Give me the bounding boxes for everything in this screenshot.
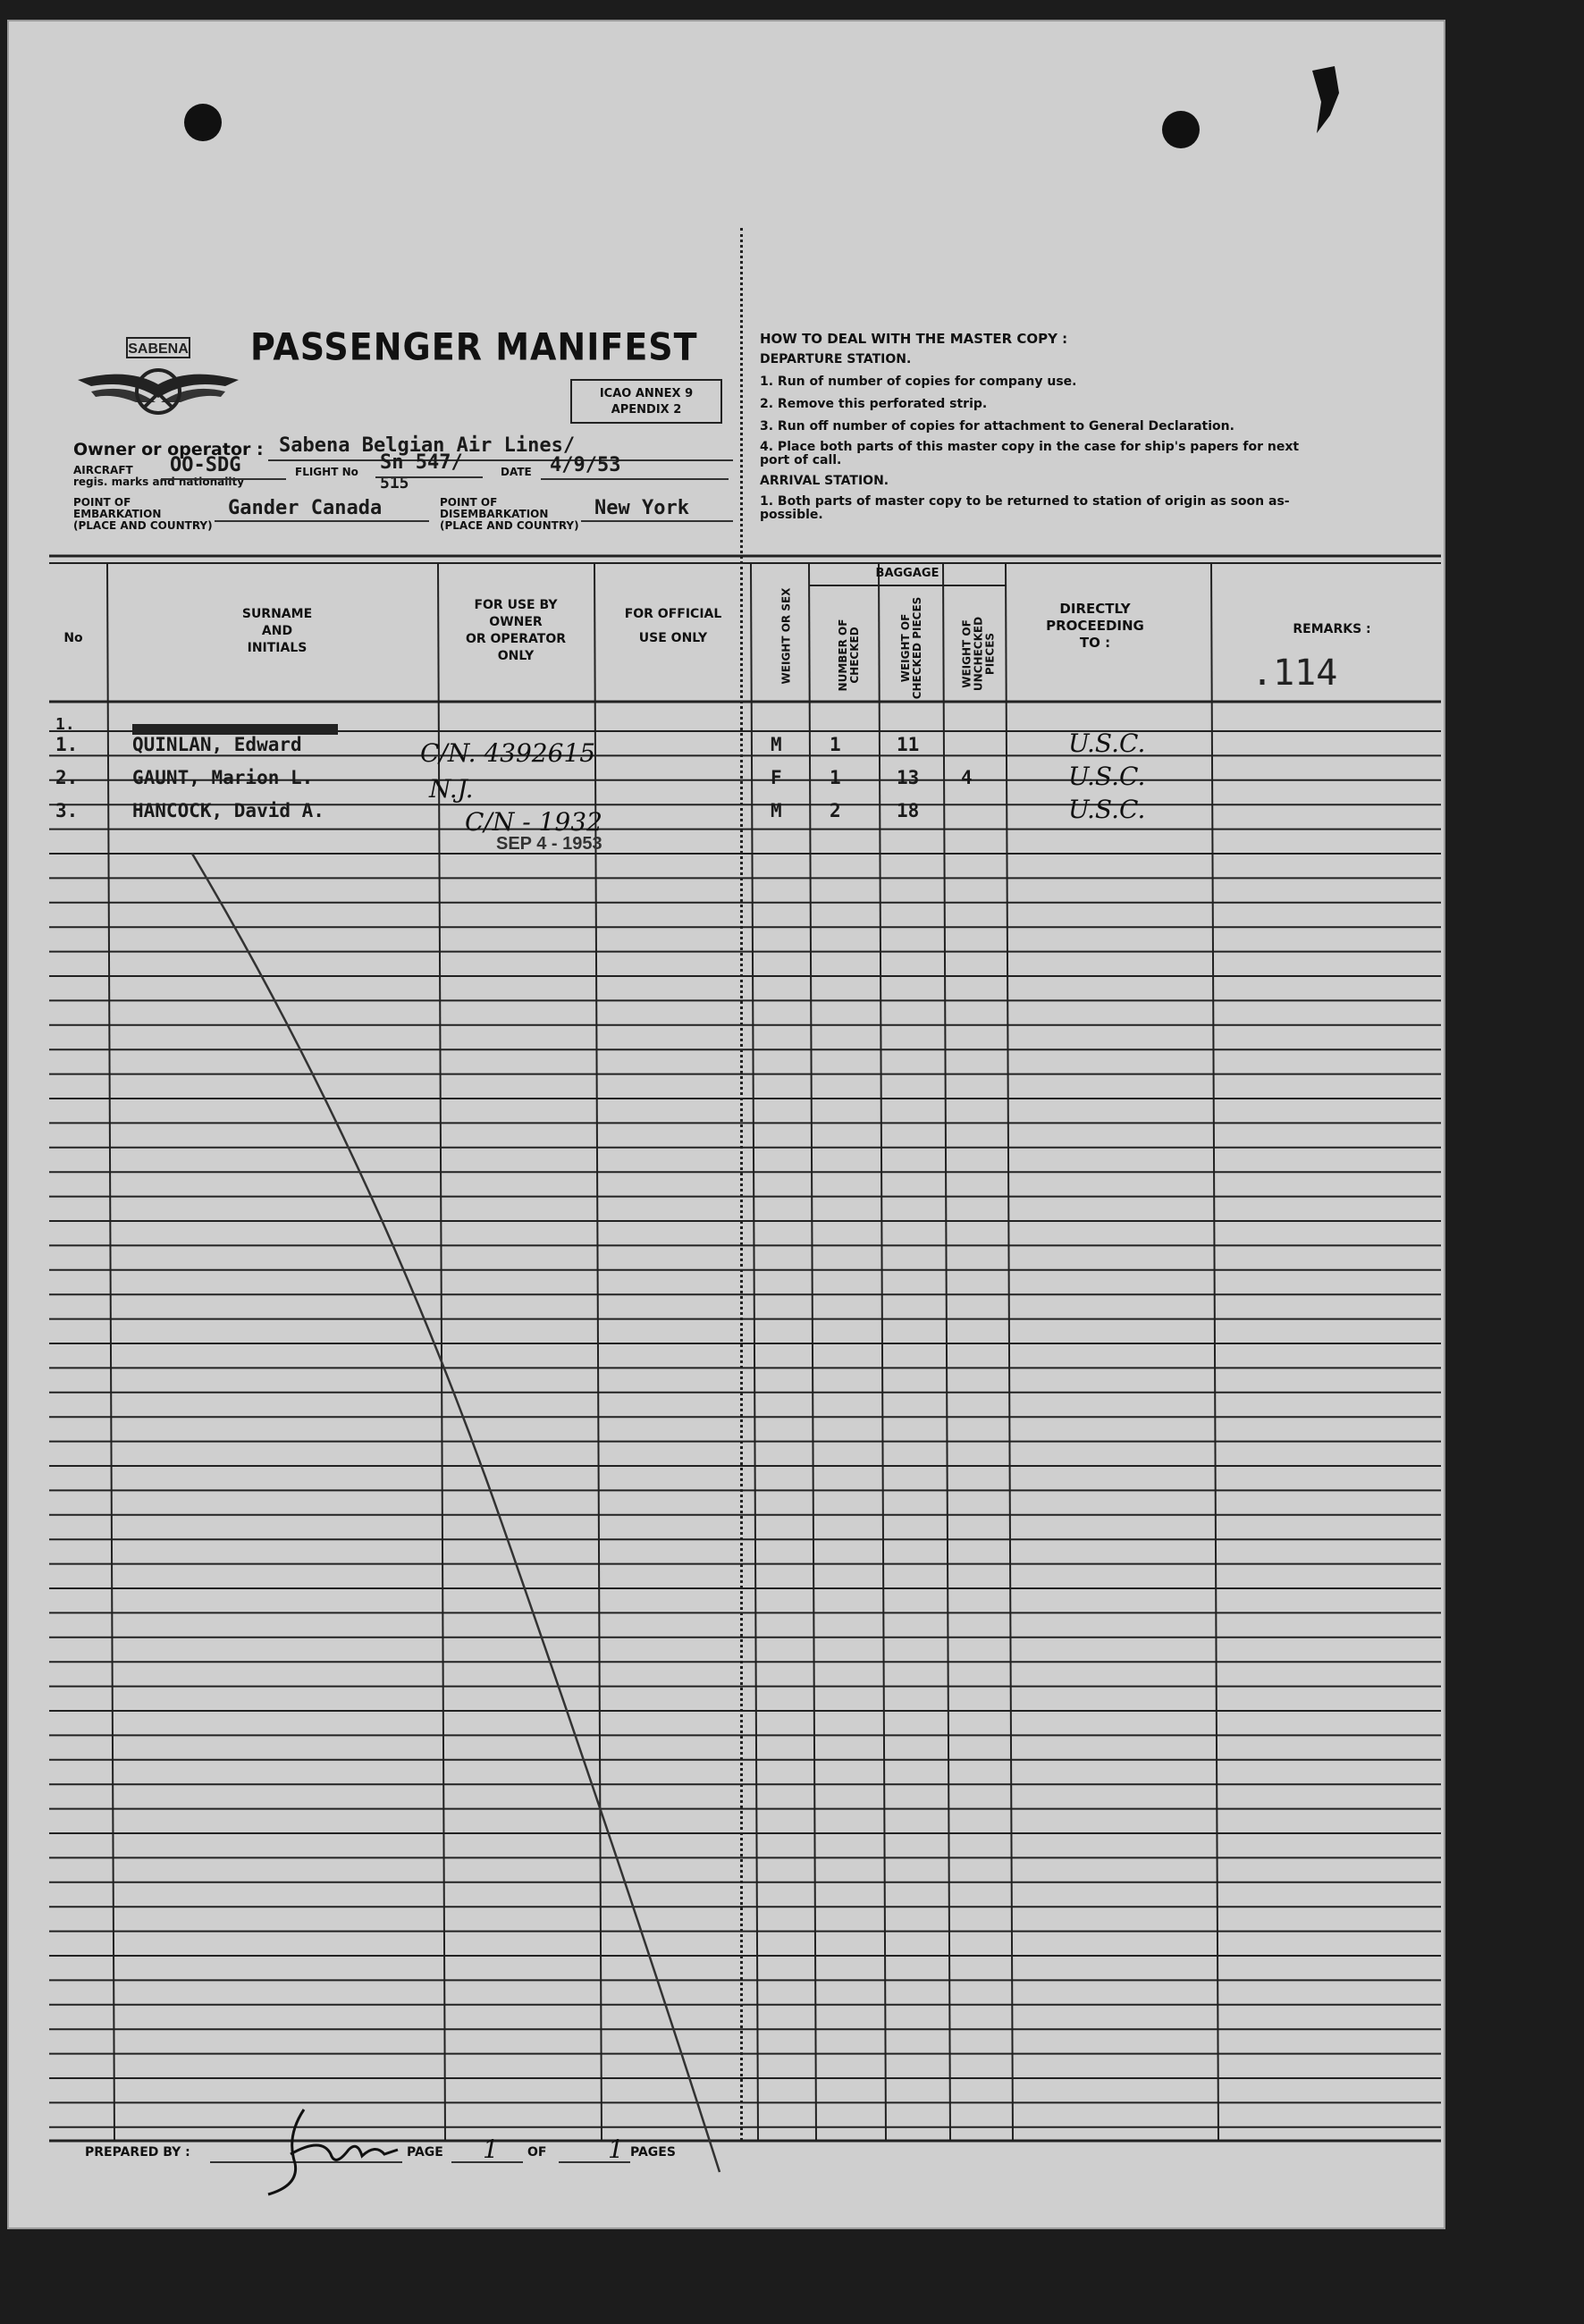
instruction-item: 1. Both parts of master copy to be returned to station of origin as soon as-possible.	[760, 494, 1290, 522]
embark-value: Gander Canada	[228, 497, 383, 519]
handwritten-official-3: C/N - 1932	[465, 807, 602, 837]
owner-value: Sabena Belgian Air Lines/	[279, 434, 576, 457]
handwritten-official-2: N.J.	[429, 774, 474, 804]
flight-value-2: 515	[380, 474, 409, 493]
row-number: 1.	[55, 734, 79, 755]
embark-sub-label: (PLACE AND COUNTRY)	[73, 519, 213, 532]
date-value: 4/9/53	[550, 454, 621, 476]
of-label: OF	[527, 2145, 547, 2160]
page-label: PAGE	[407, 2145, 443, 2160]
aircraft-value: OO-SDG	[170, 454, 241, 476]
owner-label: Owner or operator :	[73, 440, 264, 459]
of-value: 1	[608, 2135, 624, 2164]
baggage-weight-checked: 11	[897, 734, 920, 755]
handwritten-official-1: C/N. 4392615	[420, 738, 596, 768]
disembark-label: DISEMBARKATION	[440, 508, 549, 520]
page-underline	[451, 2161, 523, 2163]
destination: U.S.C.	[1068, 728, 1146, 758]
page-title: PASSENGER MANIFEST	[250, 324, 698, 369]
row-number: 2.	[55, 767, 79, 788]
instructions-heading: HOW TO DEAL WITH THE MASTER COPY :	[760, 331, 1068, 347]
col-header-num-checked: NUMBER OF CHECKED	[837, 619, 861, 692]
aircraft-label: AIRCRAFT	[73, 464, 133, 476]
col-header-weight-unchecked: WEIGHT OF UNCHECKED PIECES	[960, 616, 997, 692]
disembark-value: New York	[594, 497, 689, 519]
embark-label: POINT OF	[73, 496, 131, 509]
col-header-line: AND	[261, 624, 293, 638]
col-header-line: USE ONLY	[638, 631, 708, 645]
col-header-line: FOR OFFICIAL	[624, 607, 722, 621]
flight-label: FLIGHT No	[295, 466, 358, 478]
col-header-line: OWNER	[489, 615, 543, 629]
embark-label: EMBARKATION	[73, 508, 162, 520]
baggage-num-checked: 1	[830, 734, 841, 755]
struck-row-number: 1.	[55, 715, 75, 734]
disembark-label: POINT OF	[440, 496, 498, 509]
instruction-item: 1. Run of number of copies for company use.	[760, 375, 1077, 389]
instruction-item: 2. Remove this perforated strip.	[760, 397, 988, 411]
baggage-weight-unchecked: 4	[961, 767, 973, 788]
baggage-weight-checked: 13	[897, 767, 920, 788]
instruction-item: 3. Run off number of copies for attachment to General Declaration.	[760, 419, 1234, 434]
col-header-line: TO :	[1079, 635, 1111, 651]
icao-line: APENDIX 2	[611, 403, 682, 417]
col-header-line: INITIALS	[247, 641, 308, 655]
baggage-weight-checked: 18	[897, 800, 920, 821]
date-stamp: SEP 4 - 1953	[496, 834, 602, 854]
signature	[250, 2101, 411, 2199]
baggage-num-checked: 2	[830, 800, 841, 821]
col-header-weight-sex: WEIGHT OR SEX	[779, 587, 793, 685]
pages-label: PAGES	[630, 2145, 676, 2160]
passenger-name: QUINLAN, Edward	[132, 734, 302, 755]
passenger-sex: F	[771, 767, 782, 788]
aircraft-sub-label: regis. marks and nationality	[73, 476, 245, 488]
col-header-line: ONLY	[497, 649, 535, 663]
col-header-line: PROCEEDING	[1046, 618, 1144, 634]
flight-value: Sn 547/	[380, 451, 463, 474]
destination: U.S.C.	[1068, 795, 1146, 824]
col-header-no: No	[63, 631, 83, 645]
passenger-sex: M	[771, 800, 782, 821]
passenger-sex: M	[771, 734, 782, 755]
date-label: DATE	[501, 466, 532, 478]
prepared-by-label: PREPARED BY :	[85, 2145, 190, 2160]
row-number: 3.	[55, 800, 79, 821]
col-header-baggage: BAGGAGE	[875, 567, 939, 580]
col-header-line: DIRECTLY	[1059, 601, 1131, 617]
disembark-sub-label: (PLACE AND COUNTRY)	[440, 519, 579, 532]
icao-line: ICAO ANNEX 9	[599, 387, 694, 400]
col-header-line: OR OPERATOR	[465, 632, 567, 646]
instruction-item: 4. Place both parts of this master copy in the case for ship's papers for next port of call.	[760, 440, 1300, 467]
col-header-line: FOR USE BY	[474, 598, 558, 612]
col-header-remarks: REMARKS :	[1293, 622, 1371, 636]
destination: U.S.C.	[1068, 762, 1146, 791]
svg-text:SABENA: SABENA	[128, 341, 189, 357]
arrival-heading: ARRIVAL STATION.	[760, 474, 889, 488]
remarks-number: .114	[1251, 653, 1338, 694]
page-value: 1	[483, 2135, 499, 2164]
of-underline	[559, 2161, 630, 2163]
departure-heading: DEPARTURE STATION.	[760, 352, 912, 366]
baggage-num-checked: 1	[830, 767, 841, 788]
passenger-name: HANCOCK, David A.	[132, 800, 324, 821]
col-header-line: SURNAME	[241, 607, 313, 621]
col-header-weight-checked: WEIGHT OF CHECKED PIECES	[899, 596, 923, 700]
passenger-name: GAUNT, Marion L.	[132, 767, 314, 788]
